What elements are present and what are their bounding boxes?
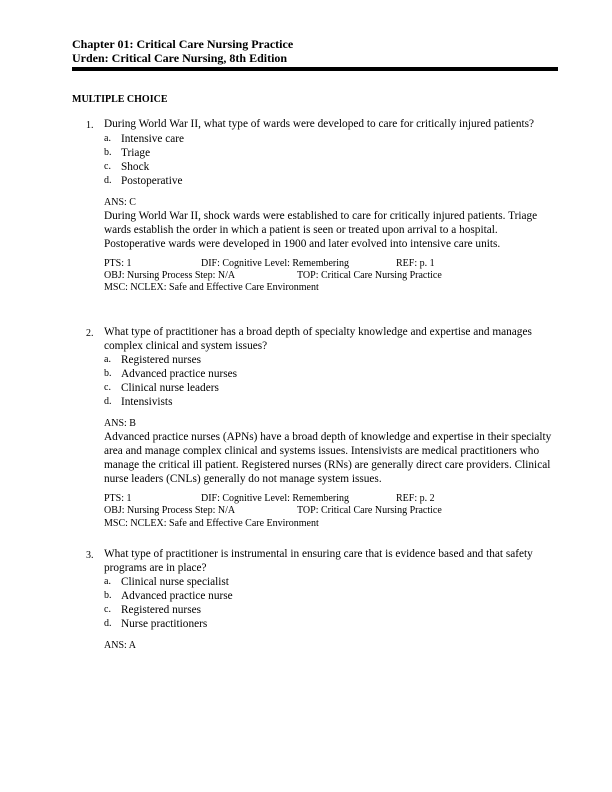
question-2 — [72, 326, 558, 530]
points: PTS: 1 — [104, 257, 132, 269]
choice-letter: c. — [104, 160, 111, 172]
difficulty: DIF: Cognitive Level: Remembering — [201, 493, 350, 505]
choice-list — [104, 132, 558, 188]
choice-text: Registered nurses — [121, 604, 201, 617]
answer-key: ANS: C — [104, 196, 136, 208]
choice-text: Advanced practice nurse — [121, 590, 233, 603]
choice-letter: a. — [104, 132, 111, 144]
choice-text: Clinical nurse leaders — [121, 382, 219, 395]
choice-text: Triage — [121, 146, 151, 159]
choice-a — [104, 132, 558, 146]
document-header — [72, 37, 293, 65]
choice-a — [104, 575, 558, 589]
question-number: 1. — [86, 120, 94, 131]
choice-letter: c. — [104, 382, 111, 394]
choice-text: Shock — [121, 160, 150, 173]
choice-letter: a. — [104, 354, 111, 366]
choice-letter: d. — [104, 618, 112, 630]
choice-text: Clinical nurse specialist — [121, 576, 229, 589]
question-1 — [72, 118, 558, 294]
choice-text: Nurse practitioners — [121, 618, 208, 631]
topic: TOP: Critical Care Nursing Practice — [297, 505, 442, 517]
choice-a — [104, 353, 558, 367]
choice-b — [104, 146, 558, 160]
choice-text: Intensivists — [121, 396, 173, 409]
rationale: Advanced practice nurses (APNs) have a broad depth of knowledge and expertise in their specialty area and manage complex clinical and systems issues. Intensivists are medical practitioners who manage the critical ill patient. Registered nurses (RNs) are generally direct care providers. Clinical nurse leaders (CNLs) generally do not manage system issues. — [104, 431, 552, 486]
difficulty: DIF: Cognitive Level: Remembering — [201, 257, 350, 269]
misc-category: MSC: NCLEX: Safe and Effective Care Environment — [104, 517, 319, 529]
choice-d — [104, 174, 558, 188]
chapter-title: Chapter 01: Critical Care Nursing Practice — [72, 37, 294, 51]
question-text: What type of practitioner is instrumental in ensuring care that is evidence based and that safety programs are in place? — [104, 548, 533, 574]
question-3 — [72, 548, 558, 652]
answer-key: ANS: B — [104, 418, 136, 430]
choice-letter: b. — [104, 590, 112, 602]
choice-b — [104, 367, 558, 381]
topic: TOP: Critical Care Nursing Practice — [297, 269, 442, 281]
answer-key: ANS: A — [104, 640, 136, 652]
points: PTS: 1 — [104, 493, 132, 505]
choice-d — [104, 617, 558, 631]
choice-letter: b. — [104, 146, 112, 158]
question-number: 3. — [86, 550, 94, 561]
header-rule — [72, 67, 558, 71]
rationale: During World War II, shock wards were established to care for critically injured patients. Triage wards establish the order in which a patient is seen or treated upon arrival to a hospital. Postoperative wards were developed in 1900 and later evolved into intensive care units. — [104, 209, 538, 250]
choice-letter: c. — [104, 604, 111, 616]
reference: REF: p. 1 — [396, 257, 435, 269]
objective: OBJ: Nursing Process Step: N/A — [104, 505, 236, 517]
reference: REF: p. 2 — [396, 493, 435, 505]
choice-c — [104, 160, 558, 174]
choice-letter: d. — [104, 174, 112, 186]
choice-list — [104, 353, 558, 409]
choice-letter: a. — [104, 576, 111, 588]
book-title: Urden: Critical Care Nursing, 8th Edition — [72, 51, 288, 65]
choice-c — [104, 381, 558, 395]
choice-letter: d. — [104, 396, 112, 408]
choice-d — [104, 395, 558, 409]
choice-text: Advanced practice nurses — [121, 368, 238, 381]
choice-text: Intensive care — [121, 132, 185, 145]
choice-text: Registered nurses — [121, 354, 201, 367]
question-number: 2. — [86, 328, 94, 339]
choice-text: Postoperative — [121, 174, 183, 187]
choice-c — [104, 603, 558, 617]
question-text: During World War II, what type of wards were developed to care for critically injured patients? — [104, 118, 535, 130]
question-metadata — [104, 493, 558, 530]
choice-letter: b. — [104, 368, 112, 380]
section-title: MULTIPLE CHOICE — [72, 94, 168, 105]
question-metadata — [104, 258, 558, 295]
choice-b — [104, 589, 558, 603]
misc-category: MSC: NCLEX: Safe and Effective Care Environment — [104, 282, 319, 294]
choice-list — [104, 575, 558, 631]
objective: OBJ: Nursing Process Step: N/A — [104, 269, 236, 281]
question-text: What type of practitioner has a broad depth of specialty knowledge and expertise and manages complex clinical and system issues? — [104, 326, 532, 352]
